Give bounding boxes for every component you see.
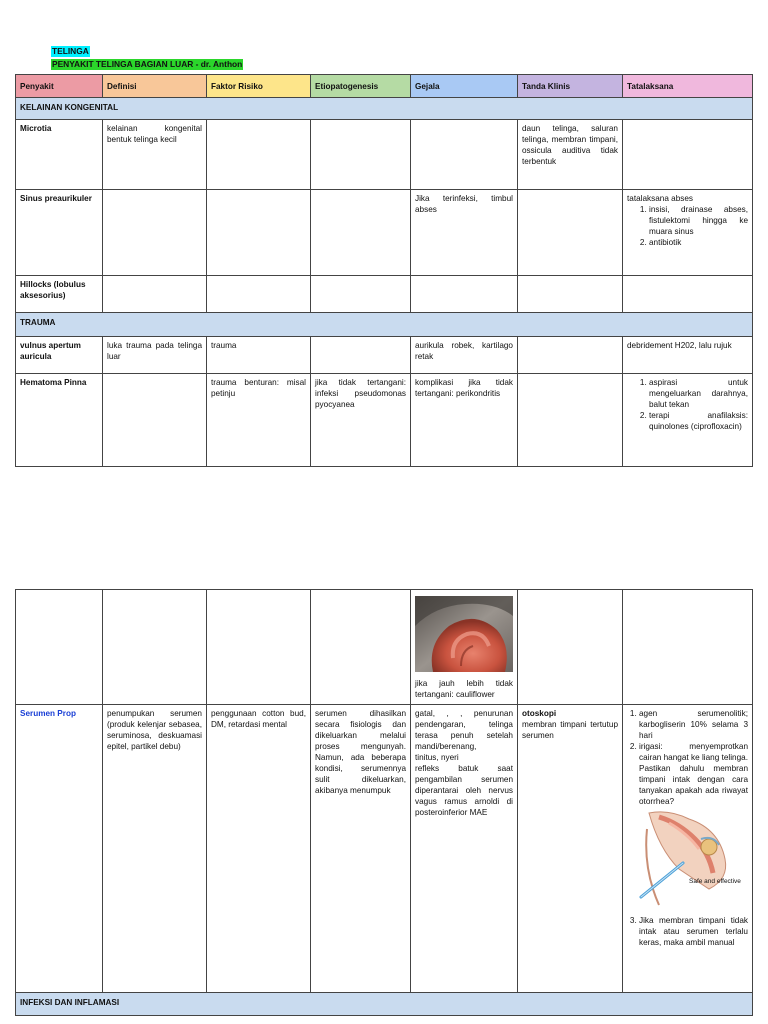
header-etiopatogenesis: Etiopatogenesis xyxy=(311,75,411,98)
header-definisi: Definisi xyxy=(103,75,207,98)
disease-name: vulnus apertum auricula xyxy=(16,337,103,374)
disease-name: Hematoma Pinna xyxy=(16,374,103,467)
header-tanda-klinis: Tanda Klinis xyxy=(518,75,623,98)
table-row-hillocks xyxy=(16,276,753,313)
cell-tata: debridement H202, lalu rujuk xyxy=(623,337,753,374)
cell-tanda xyxy=(518,705,623,993)
cell-tata xyxy=(623,120,753,190)
cell-definisi: kelainan kongenital bentuk telinga kecil xyxy=(103,120,207,190)
disease-name: Hillocks (lobulus aksesorius) xyxy=(16,276,103,313)
cell-etio xyxy=(311,337,411,374)
section-row-infeksi xyxy=(16,993,753,1016)
header-tatalaksana: Tatalaksana xyxy=(623,75,753,98)
section-row-kongenital xyxy=(16,98,753,120)
tanda-text: membran timpani tertutup serumen xyxy=(522,720,618,740)
cell-gejala: aurikula robek, kartilago retak xyxy=(411,337,518,374)
cauliflower-text: jika jauh lebih tidak tertangani: cauliflower xyxy=(415,679,513,699)
cell-empty xyxy=(207,590,311,705)
ear-irrigation-diagram xyxy=(639,809,741,909)
list-item: 3. Jika membran timpani tidak intak atau serumen terlalu keras, maka ambil manual xyxy=(639,915,748,948)
disease-name: Microtia xyxy=(16,120,103,190)
cell-tata xyxy=(623,705,753,993)
list-item: 1. agen serumenolitik; karbogliserin 10% selama 3 hari xyxy=(639,708,748,741)
cell-definisi xyxy=(103,190,207,276)
cell-definisi xyxy=(103,374,207,467)
section-row-trauma xyxy=(16,313,753,337)
section-kongenital: KELAINAN KONGENITAL xyxy=(16,98,753,120)
page-subtitle: PENYAKIT TELINGA BAGIAN LUAR - dr. Anthon xyxy=(52,59,243,69)
section-infeksi: INFEKSI DAN INFLAMASI xyxy=(16,993,753,1016)
cell-tanda xyxy=(518,337,623,374)
table-row-hematoma xyxy=(16,374,753,467)
cell-gejala: komplikasi jika tidak tertangani: perikondritis xyxy=(411,374,518,467)
cell-tata xyxy=(623,276,753,313)
table-row-vulnus xyxy=(16,337,753,374)
cell-faktor: trauma xyxy=(207,337,311,374)
cell-empty xyxy=(103,590,207,705)
cell-gejala xyxy=(411,705,518,993)
table-row-microtia xyxy=(16,120,753,190)
list-item: 1. insisi, drainase abses, fistulektomi hingga ke muara sinus xyxy=(649,204,748,237)
cell-gejala xyxy=(411,120,518,190)
disease-table-2 xyxy=(15,589,753,1016)
cell-tata xyxy=(623,190,753,276)
gejala-line: refleks batuk saat pengambilan serumen diperantarai oleh nervus vagus ramus arnoldi di posteroinferior MAE xyxy=(415,764,513,817)
disease-name: Sinus preaurikuler xyxy=(16,190,103,276)
gejala-line: tinitus, nyeri xyxy=(415,753,459,762)
header-penyakit: Penyakit xyxy=(16,75,103,98)
cell-empty xyxy=(518,590,623,705)
list-item: 2. antibiotik xyxy=(649,237,748,248)
cell-faktor: penggunaan cotton bud, DM, retardasi mental xyxy=(207,705,311,993)
cell-gejala xyxy=(411,590,518,705)
cell-tanda xyxy=(518,374,623,467)
gejala-line: gatal, , , penurunan pendengaran, telinga terasa penuh setelah mandi/berenang, xyxy=(415,709,513,751)
cauliflower-ear-photo xyxy=(415,596,513,672)
tata-list xyxy=(627,377,748,432)
cell-faktor xyxy=(207,276,311,313)
list-item: 2. terapi anafilaksis: quinolones (ciprofloxacin) xyxy=(649,410,748,432)
cell-etio: serumen dihasilkan secara fisiologis dan dikeluarkan melalui proses mengunyah. Namun, ada beberapa kondisi, serumennya sulit dikeluarkan, akibanya menumpuk xyxy=(311,705,411,993)
cell-faktor xyxy=(207,120,311,190)
table-row-serumen xyxy=(16,705,753,993)
disease-name: Serumen Prop xyxy=(16,705,103,993)
cell-empty xyxy=(623,590,753,705)
disease-table-1 xyxy=(15,74,753,467)
section-trauma: TRAUMA xyxy=(16,313,753,337)
cell-tanda xyxy=(518,276,623,313)
page-title: TELINGA xyxy=(52,46,89,56)
tata-list-cont xyxy=(625,915,748,948)
table-header-row xyxy=(16,75,753,98)
cell-etio xyxy=(311,120,411,190)
cell-etio xyxy=(311,190,411,276)
tanda-title: otoskopi xyxy=(522,709,557,718)
cell-faktor xyxy=(207,190,311,276)
cell-tanda xyxy=(518,190,623,276)
diagram-label: Safe and effective xyxy=(689,878,741,885)
cell-gejala xyxy=(411,276,518,313)
cell-tanda: daun telinga, saluran telinga, membran timpani, ossicula auditiva tidak terbentuk xyxy=(518,120,623,190)
cell-etio xyxy=(311,276,411,313)
cell-faktor: trauma benturan: misal petinju xyxy=(207,374,311,467)
header-faktor-risiko: Faktor Risiko xyxy=(207,75,311,98)
cell-etio: jika tidak tertangani: infeksi pseudomonas pyocyanea xyxy=(311,374,411,467)
table-row-sinus xyxy=(16,190,753,276)
cell-empty xyxy=(16,590,103,705)
cell-gejala: Jika terinfeksi, timbul abses xyxy=(411,190,518,276)
tata-title: tatalaksana abses xyxy=(627,194,693,203)
cell-definisi: penumpukan serumen (produk kelenjar sebasea, seruminosa, deskuamasi epitel, partikel debu) xyxy=(103,705,207,993)
list-item: 2. irigasi: menyemprotkan cairan hangat ke liang telinga. Pastikan dahulu membran timpani intak dengan cara tanyakan apakah ada riwayat otorrhea? xyxy=(639,741,748,807)
tata-list xyxy=(625,708,748,807)
cell-definisi: luka trauma pada telinga luar xyxy=(103,337,207,374)
list-item: 1. aspirasi untuk mengeluarkan darahnya, balut tekan xyxy=(649,377,748,410)
cell-empty xyxy=(311,590,411,705)
cell-definisi xyxy=(103,276,207,313)
tata-list xyxy=(627,204,748,248)
table-row-hematoma-cont xyxy=(16,590,753,705)
header-gejala: Gejala xyxy=(411,75,518,98)
cell-tata xyxy=(623,374,753,467)
